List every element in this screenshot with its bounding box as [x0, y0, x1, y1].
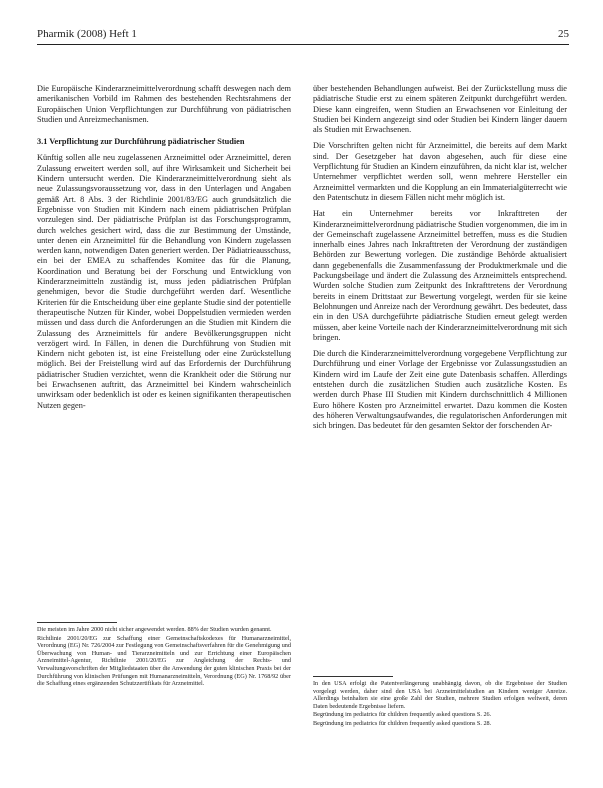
footnote-rule [313, 676, 393, 677]
paragraph-3: Hat ein Unternehmer bereits vor Inkrafttreten der Kinderarzneimittelverordnung pädiatrische Studien vorgenommen, die im in der Gemeinschaft zugelassene Arzneimittel betreffen, muss es die Studien innerhalb eines Jahres nach Inkrafttreten der Verordnung der zuständigen Behörden zur Bewertung vorlegen. Die zuständige Behörde aktualisiert dann gegebenenfalls die Zusammenfassung der Produktmerkmale und die Packungsbeilage und ändert die Zulassung des Arzneimittels entsprechend. Wurden solche Studien zum Zeitpunkt des Inkrafttretens der Verordnung bereits in einem Drittstaat zur Bewertung vorgelegt, werden für sie keine Belohnungen und Anreize nach der Verordnung gewährt. Des bedeutet, dass ein in den USA durchgeführte pädiatrische Studien erneut gelegt werden müssen, aber keine Vorteile nach der Kinderarzneimittelverordnung mit sich bringen. [313, 209, 567, 342]
right-column [313, 84, 567, 438]
paragraph-4: Die durch die Kinderarzneimittelverordnung vorgegebene Verpflichtung zur Durchführung und einer Vorlage der Ergebnisse vor Zulassungsstudien an Kindern wird im Laufe der Zeit eine gute Datenbasis schaffen. Allerdings entstehen durch die zusätzlichen Studien auch zusätzliche Kosten. Es werden durch Phase III Studien mit Kindern durchschnittlich 4 Millionen Euro höhere Kosten pro Arzneimittel erwartet. Dazu kommen die Kosten des höheren Verwaltungsaufwandes, die regulatorischen Anforderungen mit sich bringen. Das bedeutet für den gesamten Sektor der forschenden Ar- [313, 349, 567, 431]
journal-title: Pharmik (2008) Heft 1 [37, 28, 137, 40]
footnote-rule [37, 622, 117, 623]
footnotes-right [313, 676, 567, 729]
page-number: 25 [558, 28, 569, 40]
header-rule [37, 44, 569, 45]
running-header [37, 28, 569, 44]
footnote: Die meisten im Jahre 2000 nicht sicher angewendet werden. 88% der Studien wurden genannt. [37, 626, 272, 633]
paragraph-2: Die Vorschriften gelten nicht für Arzneimittel, die bereits auf dem Markt sind. Der Gesetzgeber hat davon abgesehen, auch für diese eine Verpflichtung für Studien an Kindern einzuführen, da nicht klar ist, welcher Unternehmer verpflichtet werden soll, wenn mehrere Hersteller ein Arzneimittel vermarkten und die Kopplung an ein Immaterialgüterrecht wie den Patentschutz in diesem Fällen nicht mehr möglich ist. [313, 141, 567, 202]
footnote: In den USA erfolgt die Patentverlängerung unabhängig davon, ob die Ergebnisse der Studien vorgelegt werden, daher sind den USA bei Arzneimittelstudien an Kindern weniger Anreize. Allerdings beinhalten sie eine große Zahl der Studien, mehrere Studien erfolgen weltweit, deren Daten bedeutende Ergebnisse liefern. [313, 680, 567, 710]
footnote: Begründung im pediatrics für children frequently asked questions S. 28. [313, 719, 492, 727]
left-column [37, 84, 291, 417]
body-paragraph: Künftig sollen alle neu zugelassenen Arzneimittel oder Arzneimittel, deren Zulassung erweitert werden soll, auf ihre Wirksamkeit und Sicherheit bei Kindern untersucht werden. Die Kinderarzneimittelverordnung sieht als neue Zulassungsvoraussetzung vor, dass in den Unterlagen und Angaben gemäß Art. 8 Abs. 3 der Richtlinie 2001/83/EG auch grundsätzlich die Ergebnisse von Studien mit Kindern nach einem pädiatrischen Prüfplan vorzulegen sind. Der pädiatrische Prüfplan ist das Forschungsprogramm, durch welches gesichert wird, dass die zur Bestimmung der Umstände, unter denen ein Arzneimittel für die Behandlung von Kindern zugelassen werden kann, notwendigen Daten generiert werden. Der Pädiatrieausschuss, ein bei der EMEA zu schaffendes Komitee das für die Planung, Koordination und Beratung bei der Forschung und Entwicklung von Kinderarzneimitteln zuständig ist, muss jeden pädiatrischen Prüfplan genehmigen, bevor die Studie durchgeführt werden darf. Wesentliche Kriterien für die Entscheidung über eine geplante Studie sind der potentielle therapeutische Nutzen für Kinder, wobei Doppelstudien vermieden werden müssen und dass durch die Anforderungen an die Studien mit Kindern die Zulassung des Arzneimittels für andere Bevölkerungsgruppen nicht verzögert wird. In Fällen, in denen die Durchführung von Studien mit Kindern nicht geboten ist, ist eine Freistellung oder eine Zurückstellung möglich. Bei der Freistellung wird auf das Erfordernis der Durchführung pädiatrischer Studien verzichtet, wenn die Krankheit oder die Störung nur bei Erwachsenen auftritt, das Arzneimittel bei Kindern wahrscheinlich unwirksam oder bedenklich ist oder es keinen signifikanten therapeutischen Nutzen gegen- [37, 153, 291, 410]
section-heading: 3.1 Verpflichtung zur Durchführung pädiatrischer Studien [37, 137, 245, 147]
intro-paragraph: Die Europäische Kinderarzneimittelverordnung schafft deswegen nach dem amerikanischen Vorbild im Rahmen des bestehenden Rechtsrahmens der Europäischen Union Verpflichtungen zur Durchführung von pädiatrischen Studien und Anreizmechanismen. [37, 84, 291, 124]
paragraph-1: über bestehenden Behandlungen aufweist. Bei der Zurückstellung muss die pädiatrische Studie erst zu einem späteren Zeitpunkt durchgeführt werden. Diese kann eingreifen, wenn Studien an Erwachsenen vor Einleitung der Studien bei Kindern angezeigt sind oder Studien bei Kindern länger dauern als Studien mit Erwachsenen. [313, 84, 567, 135]
footnote: Richtlinie 2001/20/EG zur Schaffung einer Gemeinschaftskodexes für Humanarzneimittel, Verordnung (EG) Nr. 726/2004 zur Festlegung von Gemeinschaftsverfahren für die Genehmigung und Überwachung von Human- und Tierarzneimitteln und zur Errichtung einer Europäischen Arzneimittel-Agentur, Richtlinie 2001/20/EG zur Angleichung der Rechts- und Verwaltungsvorschriften der Mitgliedstaaten über die Anwendung der guten klinischen Praxis bei der Durchführung von klinischen Prüfungen mit Humanarzneimitteln, Verordnung (EG) Nr. 1768/92 über die Schaffung eines ergänzenden Schutzzertifikats für Arzneimittel. [37, 634, 291, 688]
footnotes-left [37, 622, 291, 689]
footnote: Begründung im pediatrics für children frequently asked questions S. 26. [313, 711, 492, 719]
